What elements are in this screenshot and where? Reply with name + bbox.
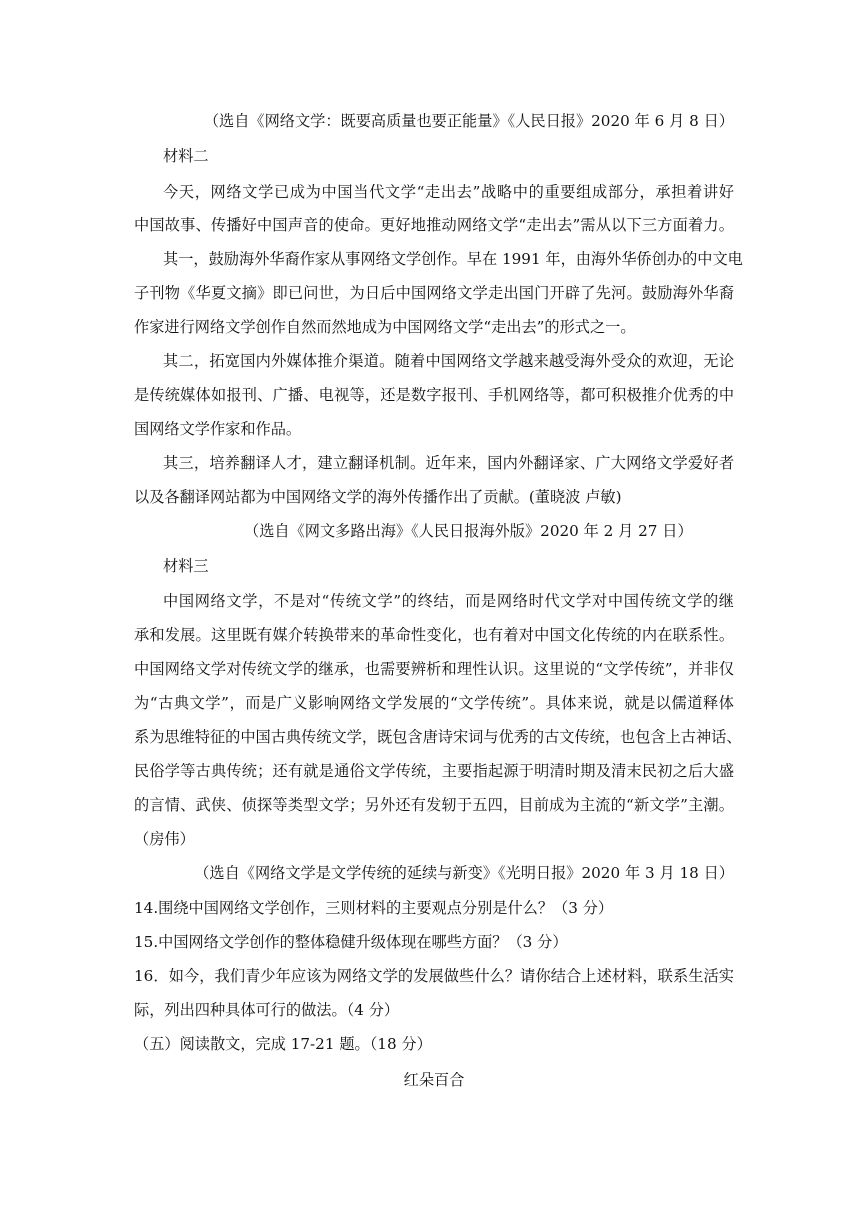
paragraph-line: 为“古典文学”，而是广义影响网络文学发展的“文学传统”。具体来说，就是以儒道释体 [134,694,734,712]
paragraph-line: 其二，拓宽国内外媒体推介渠道。随着中国网络文学越来越受海外受众的欢迎，无论 [163,352,734,370]
material-3-heading: 材料三 [163,557,209,575]
paragraph-line: 中国网络文学对传统文学的继承，也需要辨析和理性认识。这里说的“文学传统”，并非仅 [134,660,734,678]
author-note: （房伟） [134,830,195,848]
paragraph-line: 作家进行网络文学创作自然而然地成为中国网络文学“走出去”的形式之一。 [134,318,636,336]
paragraph-line: 中国网络文学，不是对“传统文学”的终结，而是网络时代文学对中国传统文学的继 [163,592,734,610]
paragraph-line: 其一，鼓励海外华裔作家从事网络文学创作。早在 1991 年，由海外华侨创办的中文电 [163,250,743,268]
question-15: 15.中国网络文学创作的整体稳健升级体现在哪些方面？（3 分） [134,933,568,951]
source-citation-2: （选自《网文多路出海》《人民日报海外版》2020 年 2 月 27 日） [244,522,693,540]
paragraph-line: 子刊物《华夏文摘》即已问世，为日后中国网络文学走出国门开辟了先河。鼓励海外华裔 [134,284,734,302]
source-citation-1: （选自《网络文学：既要高质量也要正能量》《人民日报》2020 年 6 月 8 日） [203,112,734,130]
material-2-heading: 材料二 [163,147,209,165]
paragraph-line: 国网络文学作家和作品。 [134,420,302,438]
paragraph-line: 以及各翻译网站都为中国网络文学的海外传播作出了贡献。(董晓波 卢敏) [134,488,622,506]
question-16-cont: 际，列出四种具体可行的做法。（4 分） [134,1001,400,1019]
paragraph-line: 其三，培养翻译人才，建立翻译机制。近年来，国内外翻译家、广大网络文学爱好者 [163,454,734,472]
paragraph-line: 承和发展。这里既有媒介转换带来的革命性变化，也有着对中国文化传统的内在联系性。 [134,626,734,644]
paragraph-line: 是传统媒体如报刊、广播、电视等，还是数字报刊、手机网络等，都可积极推介优秀的中 [134,386,734,404]
paragraph-line: 中国故事、传播好中国声音的使命。更好地推动网络文学“走出去”需从以下三方面着力。 [134,216,734,234]
section-5-instruction: （五）阅读散文，完成 17-21 题。（18 分） [134,1035,432,1053]
paragraph-line: 的言情、武侠、侦探等类型文学；另外还有发轫于五四，目前成为主流的“新文学”主潮。 [134,796,734,814]
paragraph-line: 今天，网络文学已成为中国当代文学“走出去”战略中的重要组成部分，承担着讲好 [163,183,734,201]
paragraph-line: 民俗学等古典传统；还有就是通俗文学传统，主要指起源于明清时期及清末民初之后大盛 [134,762,734,780]
question-14: 14.围绕中国网络文学创作，三则材料的主要观点分别是什么？（3 分） [134,899,614,917]
question-16: 16．如今，我们青少年应该为网络文学的发展做些什么？请你结合上述材料，联系生活实 [134,967,734,985]
source-citation-3: （选自《网络文学是文学传统的延续与新变》《光明日报》2020 年 3 月 18 日） [194,864,734,882]
paragraph-line: 系为思维特征的中国古典传统文学，既包含唐诗宋词与优秀的古文传统，也包含上古神话、 [134,728,742,746]
essay-title: 红朵百合 [403,1071,465,1089]
